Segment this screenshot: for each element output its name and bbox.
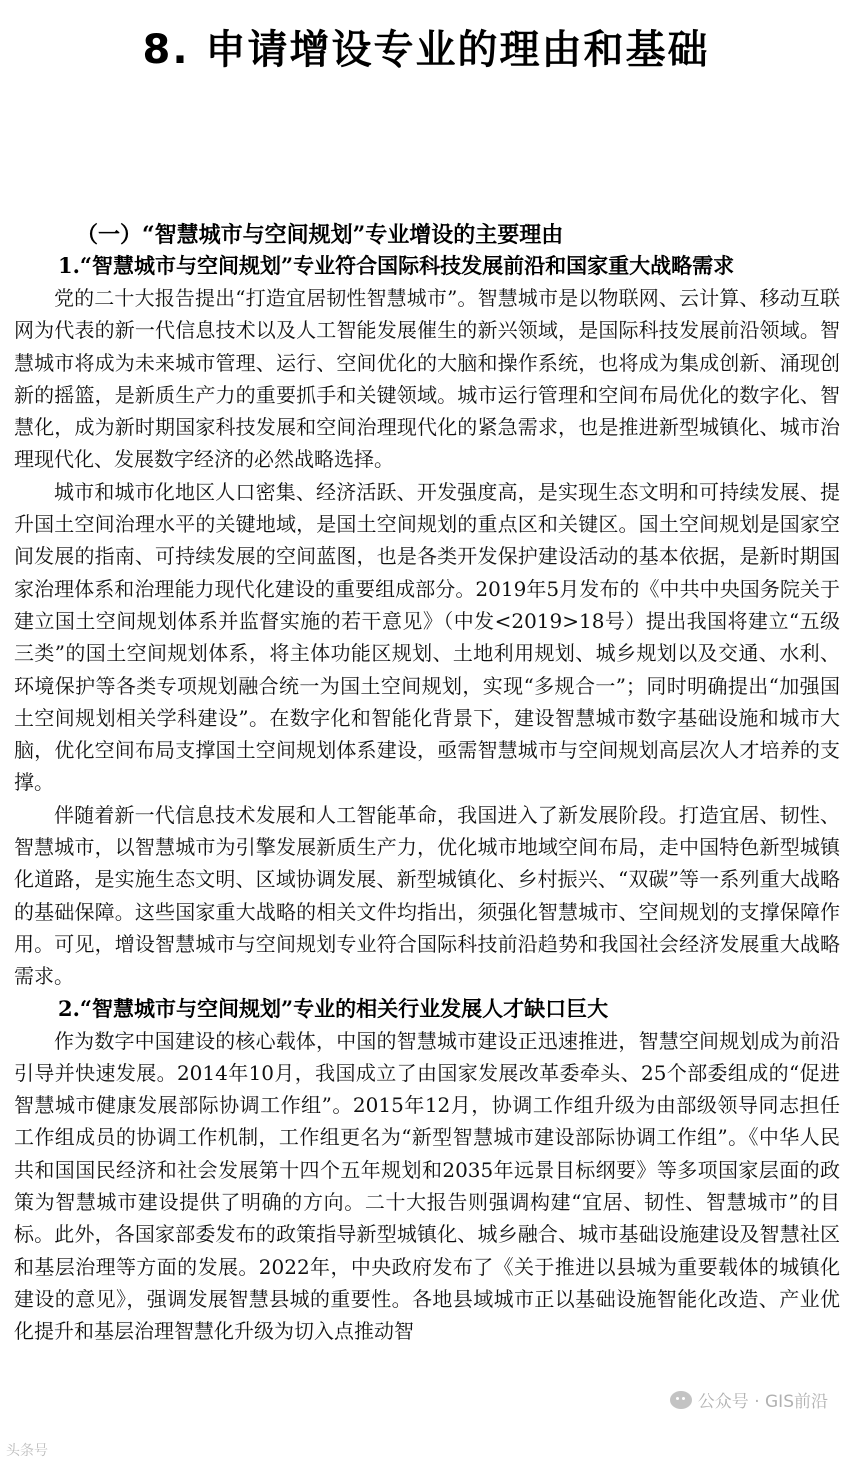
watermark-text: 公众号 · GIS前沿 [697,1392,828,1412]
subsection-heading-2: 2.“智慧城市与空间规划”专业的相关行业发展人才缺口巨大 [58,995,609,1021]
paragraph-4: 作为数字中国建设的核心载体，中国的智慧城市建设正迅速推进，智慧空间规划成为前沿引导并快速发展。2014年10月，我国成立了由国家发展改革委牵头、25个部委组成的“促进智慧城市健康发展部际协调工作组”。2015年12月，协调工作组升级为由部级领导同志担任工作组成员的协调工作机制，工作组更名为“新型智慧城市建设部际协调工作组”。《中华人民共和国国民经济和社会发展第十四个五年规划和2035年远景目标纲要》等多项国家层面的政策为智慧城市建设提供了明确的方向。二十大报告则强调构建“宜居、韧性、智慧城市”的目标。此外，各国家部委发布的政策指导新型城镇化、城乡融合、城市基础设施建设及智慧社区和基层治理等方面的发展。2022年，中央政府发布了《关于推进以县城为重要载体的城镇化建设的意见》，强调发展智慧县城的重要性。各地县域城市正以基础设施智能化改造、产业优化提升和基层治理智慧化升级为切入点推动智 [14,1028,840,1344]
watermark-bottom: 头条号 [6,1443,48,1459]
paragraph-1: 党的二十大报告提出“打造宜居韧性智慧城市”。智慧城市是以物联网、云计算、移动互联网为代表的新一代信息技术以及人工智能发展催生的新兴领域，是国际科技发展前沿领域。智慧城市将成为未来城市管理、运行、空间优化的大脑和操作系统，也将成为集成创新、涌现创新的摇篮，是新质生产力的重要抓手和关键领域。城市运行管理和空间布局优化的数字化、智慧化，成为新时期国家科技发展和空间治理现代化的紧急需求，也是推进新型城镇化、城市治理现代化、发展数字经济的必然战略选择。 [14,286,840,472]
document-body [14,250,840,1348]
paragraph-3: 伴随着新一代信息技术发展和人工智能革命，我国进入了新发展阶段。打造宜居、韧性、智慧城市，以智慧城市为引擎发展新质生产力，优化城市地域空间布局，走中国特色新型城镇化道路，是实施生态文明、区域协调发展、新型城镇化、乡村振兴、“双碳”等一系列重大战略的基础保障。这些国家重大战略的相关文件均指出，须强化智慧城市、空间规划的支撑保障作用。可见，增设智慧城市与空间规划专业符合国际科技前沿趋势和我国社会经济发展重大战略需求。 [14,802,840,989]
section-heading: （一）“智慧城市与空间规划”专业增设的主要理由 [76,222,564,248]
wechat-icon [670,1391,692,1409]
paragraph-2: 城市和城市化地区人口密集、经济活跃、开发强度高，是实现生态文明和可持续发展、提升国土空间治理水平的关键地域，是国土空间规划的重点区和关键区。国土空间规划是国家空间发展的指南、可持续发展的空间蓝图，也是各类开发保护建设活动的基本依据，是新时期国家治理体系和治理能力现代化建设的重要组成部分。2019年5月发布的《中共中央国务院关于建立国土空间规划体系并监督实施的若干意见》（中发<2019>18号）提出我国将建立“五级三类”的国土空间规划体系，将主体功能区规划、土地利用规划、城乡规划以及交通、水利、环境保护等各类专项规划融合统一为国土空间规划，实现“多规合一”；同时明确提出“加强国土空间规划相关学科建设”。在数字化和智能化背景下，建设智慧城市数字基础设施和城市大脑，优化空间布局支撑国土空间规划体系建设，亟需智慧城市与空间规划高层次人才培养的支撑。 [14,479,840,795]
subsection-heading-1: 1.“智慧城市与空间规划”专业符合国际科技发展前沿和国家重大战略需求 [58,253,735,278]
page-title: 8. 申请增设专业的理由和基础 [142,27,710,73]
watermark [670,1387,828,1412]
